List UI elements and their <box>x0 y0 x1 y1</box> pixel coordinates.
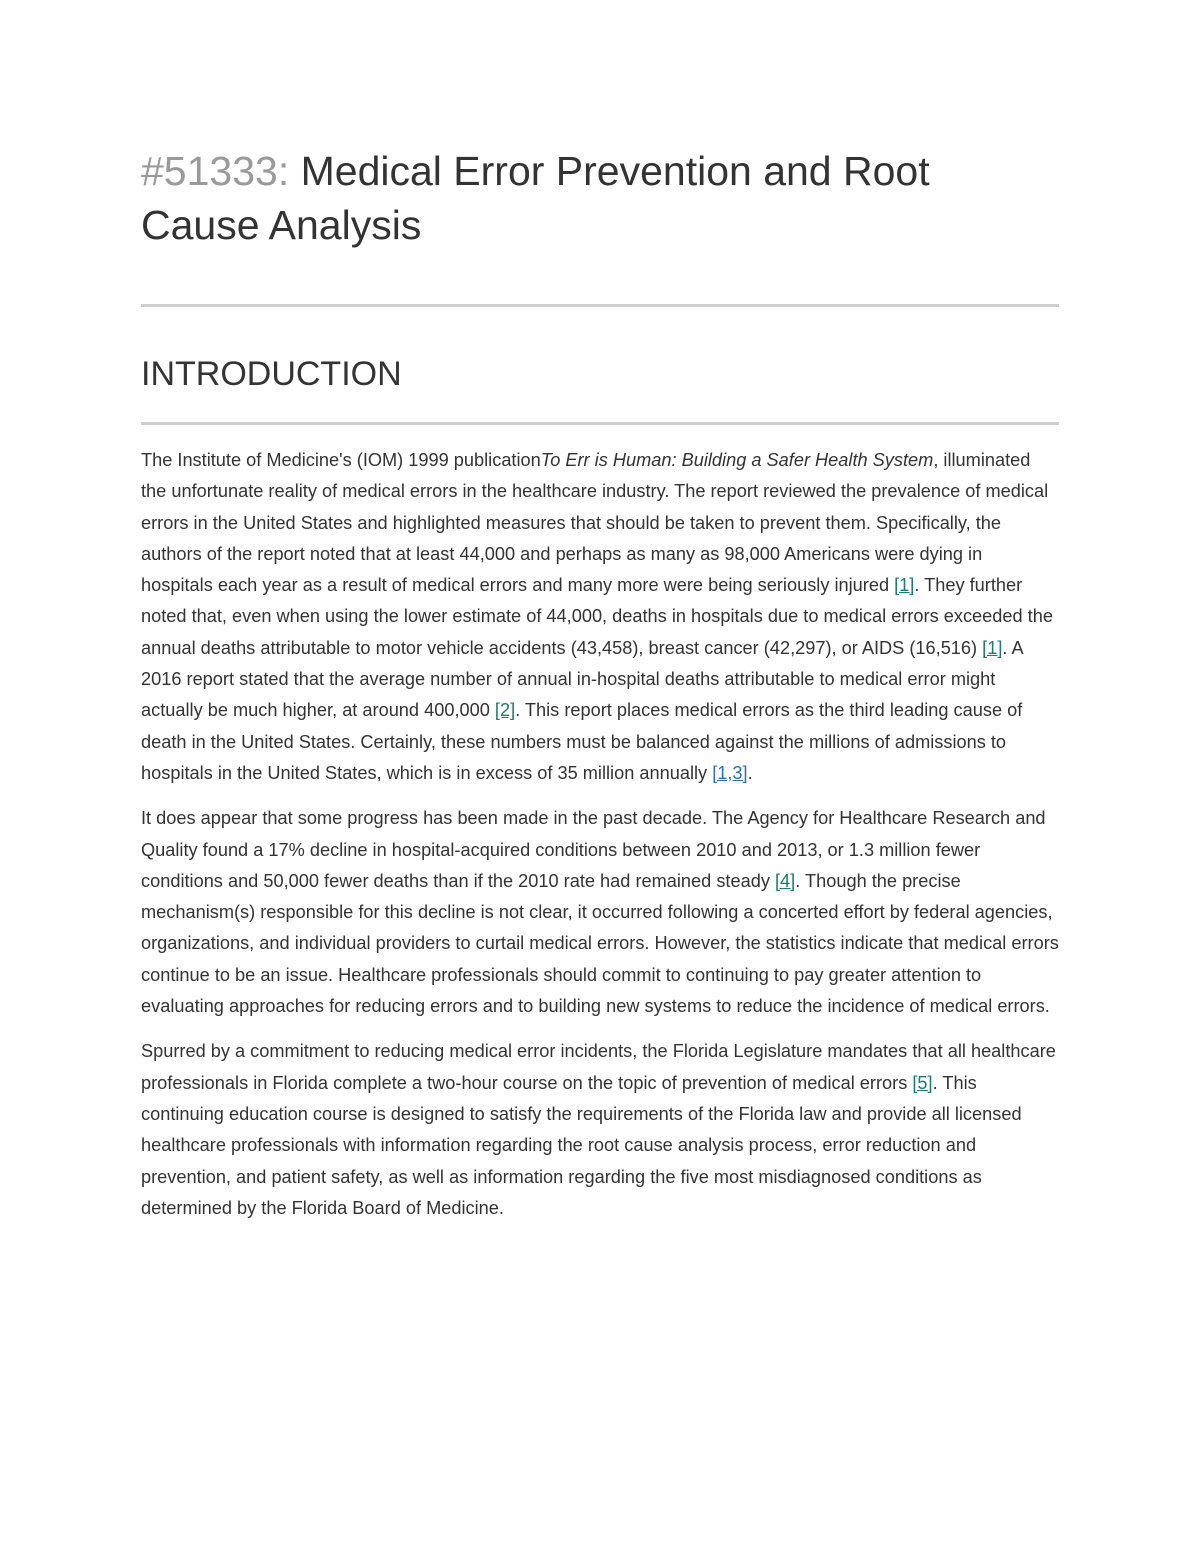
text-run: . They further noted that, even when using the lower estimate of 44,000, deaths in hospitals due to medical errors exceeded the annual deaths attributable to motor vehicle accidents (43,458), breast cancer (42,297), or AIDS (16,516) <box>141 575 1053 658</box>
text-run: . Though the precise mechanism(s) responsible for this decline is not clear, it occurred following a concerted effort by federal agencies, organizations, and individual providers to curtail medical errors. However, the statistics indicate that medical errors continue to be an issue. Healthcare professionals should commit to continuing to pay greater attention to evaluating approaches for reducing errors and to building new systems to reduce the incidence of medical errors. <box>141 870 1059 1017</box>
citation-link[interactable]: [1,3] <box>712 762 748 783</box>
citation-link[interactable]: [1] <box>982 637 1003 658</box>
title-divider <box>141 304 1059 307</box>
citation-link[interactable]: [1] <box>894 575 915 596</box>
citation-link[interactable]: [5] <box>912 1072 933 1093</box>
article-body <box>141 445 1059 1238</box>
citation-link[interactable]: [2] <box>494 700 516 721</box>
text-run: . A 2016 report stated that the average number of annual in-hospital deaths attributable to medical error might actually be much higher, at around 400,000 <box>141 637 1023 721</box>
text-run: . This continuing education course is designed to satisfy the requirements of the Florida law and provide all licensed healthcare professionals with information regarding the root cause analysis process, error reduction and prevention, and patient safety, as well as information regarding the five most misdiagnosed conditions as determined by the Florida Board of Medicine. <box>141 1072 1022 1218</box>
course-number: #51333: <box>141 148 290 194</box>
section-divider <box>141 422 1059 425</box>
publication-title: To Err is Human: Building a Safer Health System <box>540 450 934 470</box>
text-run: , illuminated the unfortunate reality of medical errors in the healthcare industry. The report reviewed the prevalence of medical errors in the United States and highlighted measures that should be taken to prevent them. Specifically, the authors of the report noted that at least 44,000 and perhaps as many as 98,000 Americans were dying in hospitals each year as a result of medical errors and many more were being seriously injured <box>141 450 1049 596</box>
text-run: . <box>747 762 753 783</box>
paragraph-3 <box>141 1036 1059 1224</box>
course-title: Medical Error Prevention and Root Cause Analysis <box>141 148 930 248</box>
citation-link[interactable]: [4] <box>774 870 796 891</box>
text-run: . This report places medical errors as the third leading cause of death in the United States. Certainly, these numbers must be balanced against the millions of admissions to hospitals in the United States, which is in excess of 35 million annually <box>141 700 1023 783</box>
section-heading: INTRODUCTION <box>141 355 402 393</box>
text-run: Spurred by a commitment to reducing medical error incidents, the Florida Legislature mandates that all healthcare professionals in Florida complete a two-hour course on the topic of prevention of medical errors <box>141 1041 1056 1093</box>
text-run: It does appear that some progress has been made in the past decade. The Agency for Healthcare Research and Quality found a 17% decline in hospital-acquired conditions between 2010 and 2013, or 1.3 million fewer conditions and 50,000 fewer deaths than if the 2010 rate had remained steady <box>141 808 1046 891</box>
text-run: The Institute of Medicine's (IOM) 1999 publication <box>141 450 541 470</box>
paragraph-2 <box>141 803 1059 1022</box>
paragraph-1 <box>141 445 1059 789</box>
page-title <box>141 144 1059 252</box>
